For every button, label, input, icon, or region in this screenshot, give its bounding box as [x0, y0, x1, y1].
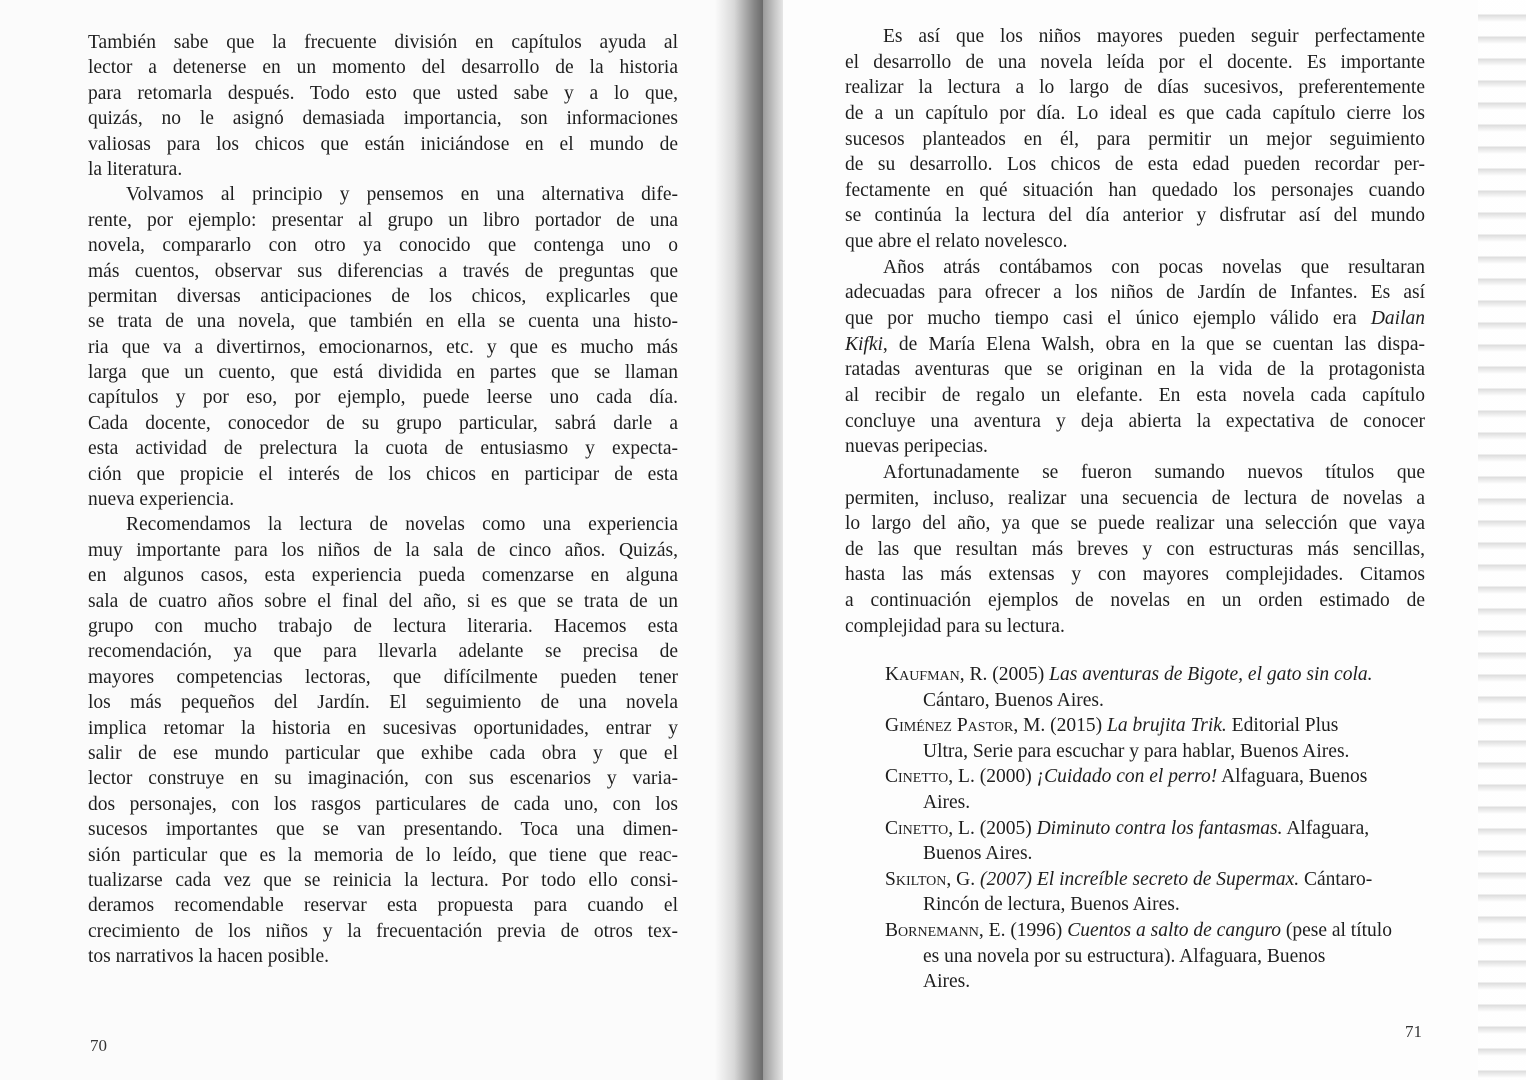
text-line: sala de cuatro años sobre el final del año, si es que se trata de un [88, 590, 678, 612]
bibliography-line [885, 944, 1425, 970]
text-line: sión particular que es la memoria de lo leído, que tiene que reac- [88, 844, 678, 866]
text-segment: Aires. [923, 971, 971, 993]
text-line: implica retomar la historia en sucesivas oportunidades, entrar y [88, 717, 678, 739]
page-number-right: 71 [1405, 1022, 1422, 1041]
text-line: de las que resultan más breves y con estructuras más sencillas, [845, 538, 1425, 560]
italic-title: Diminuto contra los fantasmas. [1036, 817, 1283, 839]
text-line: sucesos importantes que se van presentando. Toca una dimen- [88, 819, 678, 841]
text-line: esta actividad de prelectura la cuota de entusiasmo y expecta- [88, 438, 678, 460]
bibliography-line [885, 739, 1425, 765]
bibliography-line [885, 688, 1425, 714]
text-line: el desarrollo de una novela leída por el docente. Es importante [845, 51, 1425, 73]
text-line: Años atrás contábamos con pocas novelas que resultaran [883, 256, 1425, 278]
text-line: novela, compararlo con otro ya conocido que contenga uno o [88, 235, 678, 257]
text-segment: , G. [946, 868, 980, 890]
text-line: Afortunadamente se fueron sumando nuevos títulos que [883, 461, 1425, 483]
text-segment: (pese al título [1280, 919, 1392, 941]
text-segment: , L. (2000) [948, 766, 1037, 788]
author-name: Giménez Pastor [885, 715, 1014, 737]
right-page [763, 0, 1526, 1080]
text-line: nueva experiencia. [88, 489, 235, 511]
bibliography-line [885, 764, 1425, 790]
bibliography-line [885, 713, 1425, 739]
text-line [845, 332, 1425, 358]
paragraph [88, 512, 678, 969]
italic-title: Kifki [845, 333, 883, 355]
text-line: lo largo del año, ya que se puede realizar una selección que vaya [845, 513, 1425, 535]
bibliography-line [885, 867, 1425, 893]
italic-title: Las aventuras de Bigote, el gato sin cola. [1049, 664, 1373, 685]
author-name: Cinetto [885, 817, 949, 839]
text-line: ratadas aventuras que se originan en la vida de la protagonista [845, 359, 1425, 381]
book-gutter-shadow-right [763, 0, 783, 1080]
italic-title: Cuentos a salto de canguro [1067, 919, 1281, 941]
paragraph [88, 30, 678, 182]
text-line: tos narrativos la hacen posible. [88, 946, 329, 968]
text-line: para retomarla después. Todo esto que usted sabe y a lo que, [88, 82, 678, 104]
text-line: recomendación, ya que para llevarla adelante se precisa de [88, 641, 678, 663]
bibliography-entry [885, 662, 1425, 713]
text-line: realizar la lectura a lo largo de días sucesivos, preferentemente [845, 77, 1425, 99]
text-line: de su desarrollo. Los chicos de esta edad pueden recordar per- [845, 154, 1425, 176]
text-segment: Cántaro- [1299, 868, 1373, 890]
paragraph [845, 460, 1425, 639]
text-line: lector construye en su imaginación, con sus escenarios y varia- [88, 768, 678, 790]
text-line: mayores competencias lectoras, que difícilmente pueden tener [88, 666, 678, 688]
bibliography-line [885, 892, 1425, 918]
italic-title: Dailan [1370, 308, 1425, 330]
text-line: hasta las más extensas y con mayores complejidades. Citamos [845, 564, 1425, 586]
paragraph [845, 24, 1425, 255]
text-line: permitan diversas anticipaciones de los chicos, explicarles que [88, 285, 678, 307]
bibliography-line [885, 662, 1425, 688]
bibliography-line [885, 969, 1425, 995]
text-segment: , de María Elena Walsh, obra en la que se cuentan las dispa- [882, 333, 1425, 355]
text-line: larga que un cuento, que está dividida en partes que se llaman [88, 362, 678, 384]
text-line: sucesos planteados en él, para permitir un mejor seguimiento [845, 128, 1425, 150]
text-line: los más pequeños del Jardín. El seguimiento de una novela [88, 692, 678, 714]
text-line: dos personajes, con los rasgos particulares de cada uno, con los [88, 793, 678, 815]
italic-title: ¡Cuidado con el perro! [1036, 766, 1218, 788]
text-line: lector a detenerse en un momento del desarrollo de la historia [88, 57, 678, 79]
text-segment: Cántaro, Buenos Aires. [923, 689, 1104, 711]
italic-title: La brujita Trik. [1107, 715, 1227, 737]
text-line [845, 306, 1425, 332]
text-line: fectamente en qué situación han quedado los personajes cuando [845, 179, 1425, 201]
bibliography-list [885, 662, 1425, 995]
text-line: ria que va a divertirnos, emocionarnos, etc. y que es mucho más [88, 336, 678, 358]
text-line: tualizarse cada vez que se reinicia la lectura. Por todo ello consi- [88, 869, 678, 891]
author-name: Kaufman [885, 664, 960, 685]
text-line: en algunos casos, esta experiencia pueda comenzarse en alguna [88, 565, 678, 587]
text-segment: Ultra, Serie para escuchar y para hablar, Buenos Aires. [923, 740, 1350, 762]
text-line: ción que propicie el interés de los chicos en participar de esta [88, 463, 678, 485]
bibliography-entry [885, 867, 1425, 918]
left-page-body [88, 30, 678, 969]
bibliography-entry [885, 764, 1425, 815]
text-segment: es una novela por su estructura). Alfaguara, Buenos [923, 945, 1326, 967]
text-segment: , R. (2005) [959, 664, 1050, 685]
text-line: capítulos y por eso, por ejemplo, puede leerse uno cada día. [88, 387, 678, 409]
text-segment: Buenos Aires. [923, 843, 1033, 865]
text-line: se trata de una novela, que también en ella se cuenta una histo- [88, 311, 678, 333]
text-segment: que por mucho tiempo casi el único ejemplo válido era [845, 308, 1371, 330]
text-line: Recomendamos la lectura de novelas como una experiencia [126, 514, 678, 536]
text-line: complejidad para su lectura. [845, 615, 1065, 637]
text-segment: Alfaguara, Buenos [1217, 766, 1368, 788]
text-line: Volvamos al principio y pensemos en una alternativa dife- [126, 184, 678, 206]
text-line: al recibir de regalo un elefante. En esta novela cada capítulo [845, 384, 1425, 406]
text-line: También sabe que la frecuente división en capítulos ayuda al [88, 32, 678, 53]
text-line: más cuentos, observar sus diferencias a través de preguntas que [88, 260, 678, 282]
text-line: valiosas para los chicos que están iniciándose en el mundo de [88, 133, 678, 155]
text-segment: Editorial Plus [1226, 715, 1339, 737]
author-name: Cinetto [885, 766, 949, 788]
book-gutter-shadow [715, 0, 763, 1080]
text-segment: , E. (1996) [978, 919, 1068, 941]
page-edge-binding [1478, 0, 1526, 1080]
italic-title: (2007) El increíble secreto de Supermax. [980, 868, 1300, 890]
text-segment: , L. (2005) [948, 817, 1037, 839]
text-segment: Rincón de lectura, Buenos Aires. [923, 894, 1180, 916]
text-line: de a un capítulo por día. Lo ideal es que cada capítulo cierre los [845, 102, 1425, 124]
bibliography-line [885, 918, 1425, 944]
text-segment: Alfaguara, [1282, 817, 1370, 839]
text-line: muy importante para los niños de la sala de cinco años. Quizás, [88, 539, 678, 561]
text-line: crecimiento de los niños y la frecuentación previa de otros tex- [88, 920, 678, 942]
text-line: quizás, no le asignó demasiada importancia, son informaciones [88, 108, 678, 130]
bibliography-line [885, 790, 1425, 816]
author-name: Bornemann [885, 919, 979, 941]
paragraph [88, 182, 678, 512]
text-line: deramos recomendable reservar esta propuesta para cuando el [88, 895, 678, 917]
text-line: salir de ese mundo particular que exhibe cada obra y que el [88, 742, 678, 764]
paragraph [845, 255, 1425, 460]
text-segment: Aires. [923, 791, 971, 813]
bibliography-entry [885, 816, 1425, 867]
page-number-left: 70 [90, 1036, 107, 1055]
text-line: la literatura. [88, 158, 183, 180]
text-line: que abre el relato novelesco. [845, 231, 1068, 253]
bibliography-line [885, 841, 1425, 867]
text-line: Es así que los niños mayores pueden seguir perfectamente [883, 26, 1425, 47]
text-line: a continuación ejemplos de novelas en un orden estimado de [845, 590, 1425, 612]
text-line: se continúa la lectura del día anterior y disfrutar así del mundo [845, 205, 1425, 227]
author-name: Skilton [885, 868, 947, 890]
bibliography-entry [885, 713, 1425, 764]
text-line: rente, por ejemplo: presentar al grupo un libro portador de una [88, 209, 678, 231]
text-line: concluye una aventura y deja abierta la expectativa de conocer [845, 410, 1425, 432]
text-line: grupo con mucho trabajo de lectura literaria. Hacemos esta [88, 615, 678, 637]
right-page-body [845, 24, 1425, 639]
text-line: nuevas peripecias. [845, 436, 988, 458]
text-line: Cada docente, conocedor de su grupo particular, sabrá darle a [88, 412, 678, 434]
bibliography-line [885, 816, 1425, 842]
text-line: adecuadas para ofrecer a los niños de Jardín de Infantes. Es así [845, 282, 1425, 304]
text-segment: , M. (2015) [1013, 715, 1108, 737]
bibliography-entry [885, 918, 1425, 995]
text-line: permiten, incluso, realizar una secuencia de lectura de novelas a [845, 487, 1425, 509]
